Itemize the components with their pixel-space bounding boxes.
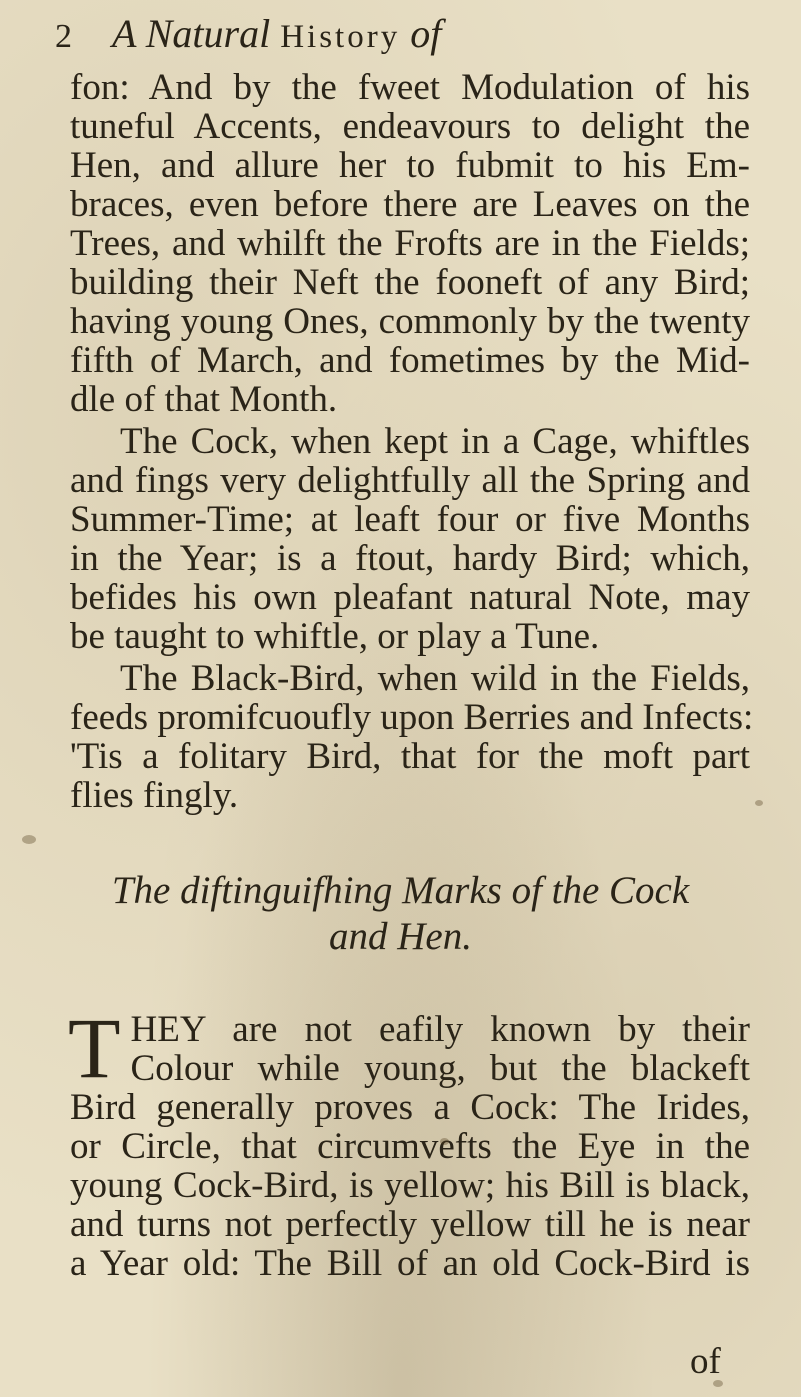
foxing-spot bbox=[22, 835, 36, 844]
foxing-spot bbox=[713, 1380, 723, 1387]
text-line: fon: And by the fweet Modulation of his bbox=[70, 67, 750, 108]
text-line: 'Tis a folitary Bird, that for the moft part bbox=[70, 736, 750, 777]
running-title-prefix: A Natural bbox=[112, 11, 271, 56]
paragraph-cock-in-cage bbox=[70, 422, 750, 656]
catchword: of bbox=[690, 1341, 721, 1382]
text-line: or Circle, that circumvefts the Eye in the bbox=[70, 1126, 750, 1167]
running-title-caps: History bbox=[280, 19, 401, 55]
page-number: 2 bbox=[55, 18, 72, 55]
text-line: Colour while young, but the blackeft bbox=[130, 1048, 750, 1089]
text-line: Trees, and whilft the Frofts are in the Fields; bbox=[70, 223, 750, 264]
text-line: flies fingly. bbox=[70, 775, 239, 816]
drop-cap: T bbox=[68, 1000, 121, 1096]
text-line: dle of that Month. bbox=[70, 379, 338, 420]
section-heading-continued: and Hen. bbox=[329, 915, 472, 958]
text-line: be taught to whiftle, or play a Tune. bbox=[70, 616, 600, 657]
text-line: building their Neft the fooneft of any Bird; bbox=[70, 262, 750, 303]
text-line: fifth of March, and fometimes by the Mid- bbox=[70, 340, 750, 381]
text-line: befides his own pleafant natural Note, may bbox=[70, 577, 750, 618]
text-line: tuneful Accents, endeavours to delight the bbox=[70, 106, 750, 147]
text-line: in the Year; is a ftout, hardy Bird; which, bbox=[70, 538, 750, 579]
text-line: The Cock, when kept in a Cage, whiftles bbox=[120, 421, 750, 462]
foxing-spot bbox=[440, 1138, 449, 1145]
text-line: a Year old: The Bill of an old Cock-Bird is bbox=[70, 1243, 750, 1284]
text-line: Bird generally proves a Cock: The Irides, bbox=[70, 1087, 750, 1128]
text-line: HEY are not eafily known by their bbox=[130, 1009, 750, 1050]
running-header bbox=[55, 10, 695, 62]
running-title-suffix: of bbox=[410, 11, 442, 56]
text-line: braces, even before there are Leaves on the bbox=[70, 184, 750, 225]
text-line: young Cock-Bird, is yellow; his Bill is black, bbox=[70, 1165, 750, 1206]
paragraph-blackbird-courtship bbox=[70, 68, 750, 419]
paragraph-blackbird-wild bbox=[70, 658, 754, 816]
foxing-spot bbox=[755, 800, 763, 806]
section-heading: The diftinguifhing Marks of the Cock bbox=[111, 869, 690, 912]
text-line: and turns not perfectly yellow till he is near bbox=[70, 1204, 750, 1245]
paragraph-distinguishing-marks bbox=[68, 1000, 750, 1284]
running-title bbox=[112, 11, 441, 56]
text-line: feeds promifcuoufly upon Berries and Infects: bbox=[70, 697, 754, 738]
text-line: having young Ones, commonly by the twenty bbox=[70, 301, 750, 342]
text-line: Hen, and allure her to fubmit to his Em- bbox=[70, 145, 750, 186]
text-line: The Black-Bird, when wild in the Fields, bbox=[120, 658, 750, 699]
text-line: and fings very delightfully all the Spring and bbox=[70, 460, 750, 501]
text-line: Summer-Time; at leaft four or five Months bbox=[70, 499, 750, 540]
